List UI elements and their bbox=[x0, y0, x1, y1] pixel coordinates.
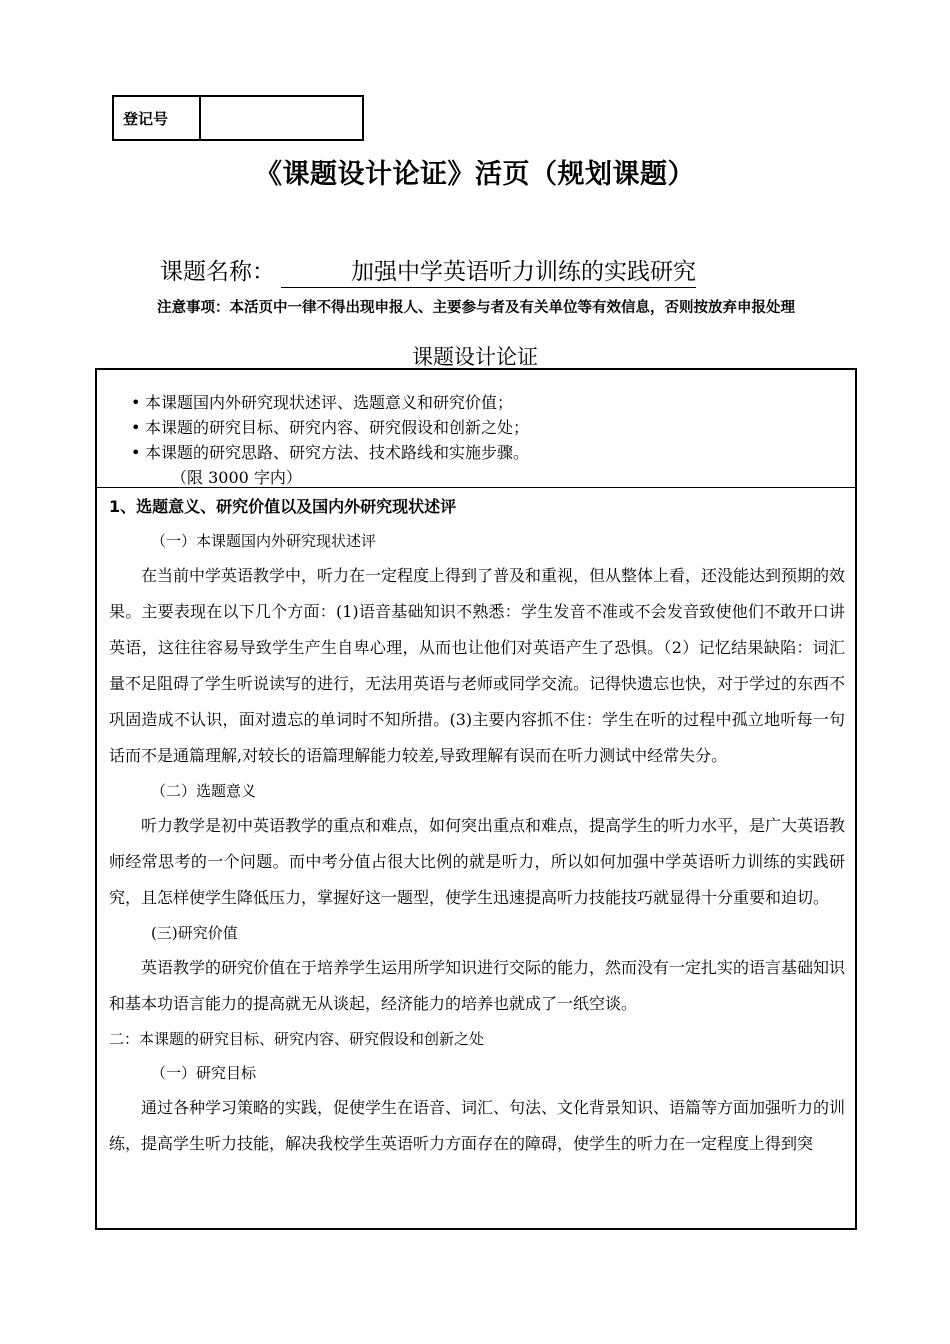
guide-box bbox=[97, 370, 855, 488]
section2-sub1-title: （一）研究目标 bbox=[151, 1064, 257, 1082]
section1-heading: 1、选题意义、研究价值以及国内外研究现状述评 bbox=[109, 497, 457, 516]
section1-sub1-title: （一）本课题国内外研究现状述评 bbox=[151, 532, 377, 550]
topic-name: 加强中学英语听力训练的实践研究 bbox=[281, 257, 696, 288]
section-heading: 课题设计论证 bbox=[412, 345, 538, 369]
section1-sub2-text: 听力教学是初中英语教学的重点和难点，如何突出重点和难点，提高学生的听力水平，是广大英语教师经常思考的一个问题。而中考分值占很大比例的就是听力，所以如何加强中学英语听力训练的实践研究，且怎样使学生降低压力，掌握好这一题型，使学生迅速提高听力技能技巧就显得十分重要和迫切。 bbox=[109, 816, 846, 907]
guide-item: • 本课题国内外研究现状述评、选题意义和研究价值； bbox=[131, 390, 855, 415]
section2-sub1-text: 通过各种学习策略的实践，促使学生在语音、词汇、句法、文化背景知识、语篇等方面加强听力的训练，提高学生听力技能，解决我校学生英语听力方面存在的障碍，使学生的听力在一定程度上得到突 bbox=[109, 1098, 846, 1153]
word-limit: （限 3000 字内） bbox=[171, 468, 302, 487]
section1-sub3-text: 英语教学的研究价值在于培养学生运用所学知识进行交际的能力，然而没有一定扎实的语言基础知识和基本功语言能力的提高就无从谈起，经济能力的培养也就成了一纸空谈。 bbox=[109, 958, 846, 1013]
section1-sub2-title: （二）选题意义 bbox=[151, 782, 257, 800]
registration-label: 登记号 bbox=[114, 97, 201, 139]
bullet-icon: • bbox=[131, 443, 141, 462]
guide-item: • 本课题的研究目标、研究内容、研究假设和创新之处； bbox=[131, 415, 855, 440]
guide-item: • 本课题的研究思路、研究方法、技术路线和实施步骤。 bbox=[131, 440, 855, 465]
section2-heading: 二：本课题的研究目标、研究内容、研究假设和创新之处 bbox=[109, 1030, 485, 1048]
section1-sub3-title: (三)研究价值 bbox=[151, 924, 238, 942]
registration-number-field[interactable] bbox=[201, 97, 362, 139]
content-body bbox=[97, 490, 855, 1162]
content-frame bbox=[95, 368, 857, 1230]
registration-box bbox=[112, 95, 364, 141]
document-title: 《课题设计论证》活页（规划课题） bbox=[255, 159, 695, 190]
topic-label: 课题名称： bbox=[160, 259, 275, 285]
topic-line bbox=[160, 253, 696, 288]
notice-text: 注意事项：本活页中一律不得出现申报人、主要参与者及有关单位等有效信息，否则按放弃申报处理 bbox=[157, 300, 795, 316]
section1-sub1-text: 在当前中学英语教学中，听力在一定程度上得到了普及和重视，但从整体上看，还没能达到预期的效果。主要表现在以下几个方面：(1)语音基础知识不熟悉：学生发音不准或不会发音致使他们不敢开口讲英语，这往往容易导致学生产生自卑心理，从而也让他们对英语产生了恐惧。（2）记忆结果缺陷：词汇量不足阻碍了学生听说读写的进行，无法用英语与老师或同学交流。记得快遗忘也快，对于学过的东西不巩固造成不认识，面对遗忘的单词时不知所措。(3)主要内容抓不住：学生在听的过程中孤立地听每一句话而不是通篇理解,对较长的语篇理解能力较差,导致理解有误而在听力测试中经常失分。 bbox=[109, 566, 846, 765]
bullet-icon: • bbox=[131, 393, 141, 412]
bullet-icon: • bbox=[131, 418, 141, 437]
